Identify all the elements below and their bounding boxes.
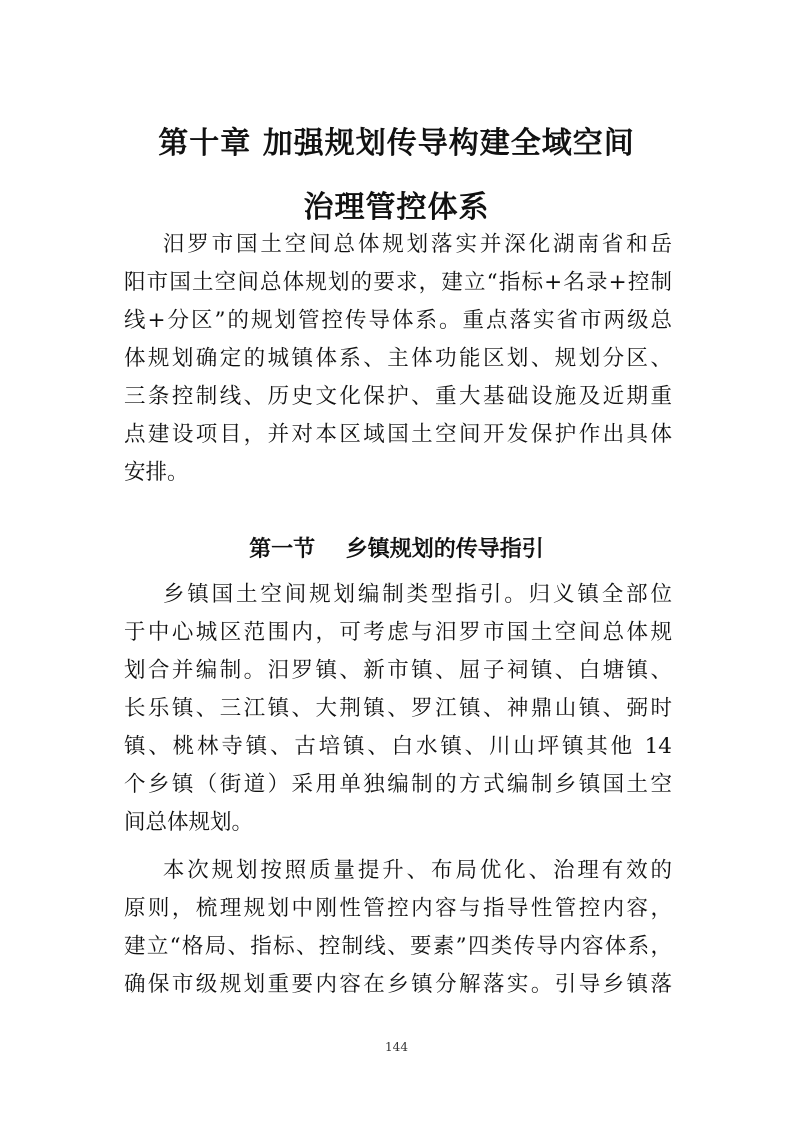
text-line: 划合并编制。汨罗镇、新市镇、屈子祠镇、白塘镇、 (124, 658, 672, 683)
text-line: 间总体规划。 (124, 810, 254, 835)
text-line: 原则，梳理规划中刚性管控内容与指导性管控内容， (124, 896, 672, 921)
text-line: 建立“格局、指标、控制线、要素”四类传导内容体系， (124, 934, 672, 959)
text-line: 点建设项目，并对本区域国土空间开发保护作出具体 (124, 422, 672, 447)
text-line: 本次规划按照质量提升、布局优化、治理有效的 (124, 858, 672, 883)
text-line: 体规划确定的城镇体系、主体功能区划、规划分区、 (124, 346, 672, 371)
text-line: 镇、桃林寺镇、古培镇、白水镇、川山坪镇其他 14 (124, 734, 672, 759)
text-line: 长乐镇、三江镇、大荆镇、罗江镇、神鼎山镇、弼时 (124, 696, 672, 721)
text-line: 线+分区”的规划管控传导体系。重点落实省市两级总 (124, 308, 672, 333)
text-line: 个乡镇（街道）采用单独编制的方式编制乡镇国土空 (124, 772, 672, 797)
chapter-title-line-2: 治理管控体系 (303, 190, 490, 225)
text-line: 三条控制线、历史文化保护、重大基础设施及近期重 (124, 384, 672, 409)
text-line: 于中心城区范围内，可考虑与汨罗市国土空间总体规 (124, 620, 672, 645)
text-line: 乡镇国土空间规划编制类型指引。归义镇全部位 (124, 582, 672, 607)
text-line: 阳市国土空间总体规划的要求，建立“指标+名录+控制 (124, 270, 672, 295)
text-line: 安排。 (124, 460, 189, 485)
section-title: 第一节 乡镇规划的传导指引 (249, 537, 544, 562)
text-line: 汨罗市国土空间总体规划落实并深化湖南省和岳 (124, 232, 672, 257)
text-line: 确保市级规划重要内容在乡镇分解落实。引导乡镇落 (124, 972, 672, 997)
chapter-title-line-1: 第十章 加强规划传导构建全域空间 (158, 126, 635, 161)
page-number: 144 (385, 1040, 408, 1054)
